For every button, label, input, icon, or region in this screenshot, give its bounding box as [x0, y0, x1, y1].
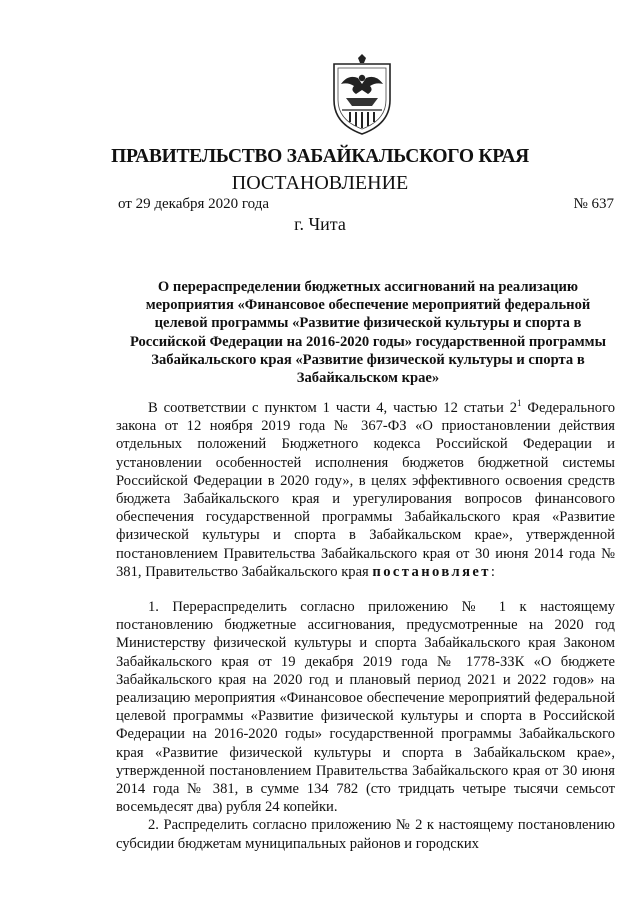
preamble-paragraph — [116, 399, 615, 581]
coat-of-arms-icon — [328, 54, 396, 136]
coat-of-arms-graphic — [328, 54, 396, 136]
subject-line: Российской Федерации на 2016-2020 годы» государственной программы — [129, 333, 607, 350]
preamble-text-start: В соответствии с пунктом 1 части 4, частью 12 статьи 2 — [148, 400, 517, 416]
decree-word: постановляет — [372, 563, 491, 580]
document-number: № 637 — [573, 196, 614, 212]
preamble-text-rest: Федерального закона от 12 ноября 2019 года № 367-ФЗ «О приостановлении действия отдельных положений Бюджетного кодекса Российской Федерации и установлении особенностей исполнения бюджетов бюджетной системы Российской Федерации в 2020 году», в целях эффективного освоения средств бюджета Забайкальского края и урегулирования вопросов финансового обеспечения государственной программы Забайкальского края «Развитие физической культуры и спорта в Забайкальском крае», утвержденной постановлением Правительства Забайкальского края от 30 июня 2014 года № 381, Правительство Забайкальского края — [116, 400, 616, 580]
numbered-paragraph: 2. Распределить согласно приложению № 2 к настоящему постановлению субсидии бюджетам муниципальных районов и городских — [116, 817, 615, 852]
document-body — [116, 399, 615, 853]
document-date: от 29 декабря 2020 года — [118, 196, 270, 212]
article-superscript: 1 — [517, 398, 522, 409]
document-city: г. Чита — [294, 214, 346, 234]
subject-line: О перераспределении бюджетных ассигнований на реализацию — [157, 279, 579, 295]
numbered-paragraph: 1. Перераспределить согласно приложению № 1 к настоящему постановлению бюджетные ассигнования, предусмотренные на 2020 год Министерству физической культуры и спорта Забайкальского края Законом Забайкальского края от 19 декабря 2019 года № 1778-ЗЗК «О бюджете Забайкальского края на 2020 год и плановый период 2021 и 2022 годов» на реализацию мероприятия «Финансовое обеспечение мероприятий федеральной целевой программы «Развитие физической культуры и спорта в Российской Федерации на 2016-2020 годы» государственной программы Забайкальского края «Развитие физической культуры и спорта в Забайкальском крае», утвержденной постановлением Правительства Забайкальского края от 30 июня 2014 года № 381, в сумме 134 782 (сто тридцать четыре тысячи семьсот восемьдесят два) рубля 24 копейки. — [116, 599, 615, 816]
document-subject — [108, 278, 628, 387]
document-type: ПОСТАНОВЛЕНИЕ — [231, 172, 409, 194]
subject-line: Забайкальского края «Развитие физической культуры и спорта в — [151, 351, 585, 368]
subject-line: целевой программы «Развитие физической культуры и спорта в — [154, 315, 582, 332]
subject-line: Забайкальском крае» — [296, 370, 440, 387]
subject-line: мероприятия «Финансовое обеспечение мероприятий федеральной — [145, 297, 591, 314]
decree-colon: : — [490, 563, 495, 580]
government-name: ПРАВИТЕЛЬСТВО ЗАБАЙКАЛЬСКОГО КРАЯ — [111, 146, 529, 167]
